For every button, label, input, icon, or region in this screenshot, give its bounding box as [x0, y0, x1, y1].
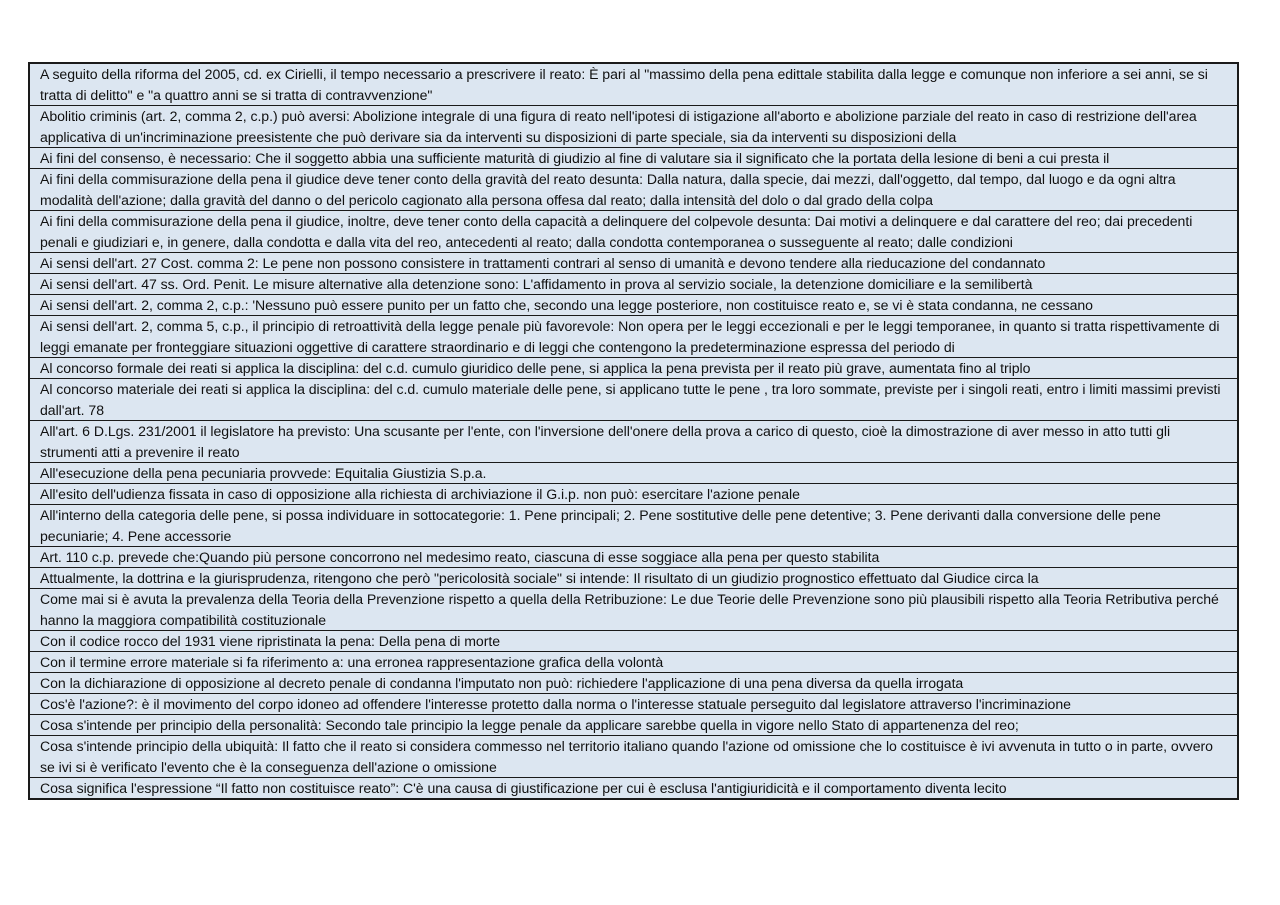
table-row[interactable] — [30, 463, 1237, 484]
cell-text: Con la dichiarazione di opposizione al decreto penale di condanna l'imputato non può: richiedere l'applicazione di una pena diversa da quella irrogata — [40, 675, 964, 691]
table-row[interactable] — [30, 64, 1237, 106]
cell-text: Ai sensi dell'art. 47 ss. Ord. Penit. Le misure alternative alla detenzione sono: L'affidamento in prova al servizio sociale, la detenzione domiciliare e la semilibertà — [40, 276, 1033, 292]
table-row[interactable] — [30, 568, 1237, 589]
cell-text: Ai fini della commisurazione della pena il giudice, inoltre, deve tener conto della capacità a delinquere del colpevole desunta: Dai motivi a delinquere e dal carattere del reo; dai precedenti penali e giudiziari e, in genere, dalla condotta e dalla vita del reo, antecedenti al reato; dalla condotta contemporanea o susseguente al reato; dalle condizioni — [40, 213, 1193, 250]
table-row[interactable] — [30, 211, 1237, 253]
cell-text: Con il termine errore materiale si fa riferimento a: una erronea rappresentazione grafica della volontà — [40, 654, 664, 670]
cell-text: Cos'è l'azione?: è il movimento del corpo idoneo ad offendere l'interesse protetto dalla norma o l'interesse statuale perseguito dal legislatore attraverso l'incriminazione — [40, 696, 1071, 712]
cell-text: Cosa s'intende principio della ubiquità: Il fatto che il reato si considera commesso nel territorio italiano quando l'azione od omissione che lo costituisce è ivi avvenuta in tutto o in parte, ovvero se ivi si è verificato l'evento che è la conseguenza dell'azione o omissione — [40, 738, 1213, 775]
cell-text: Al concorso formale dei reati si applica la disciplina: del c.d. cumulo giuridico delle pene, si applica la pena prevista per il reato più grave, aumentata fino al triplo — [40, 360, 1031, 376]
table-row[interactable] — [30, 505, 1237, 547]
table-row[interactable] — [30, 778, 1237, 798]
table-row[interactable] — [30, 484, 1237, 505]
cell-text: Attualmente, la dottrina e la giurisprudenza, ritengono che però "pericolosità sociale" si intende: Il risultato di un giudizio prognostico effettuato dal Giudice circa la — [40, 570, 1039, 586]
cell-text: Cosa s'intende per principio della personalità: Secondo tale principio la legge penale da applicare sarebbe quella in vigore nello Stato di appartenenza del reo; — [40, 717, 1019, 733]
table-row[interactable] — [30, 358, 1237, 379]
table-row[interactable] — [30, 169, 1237, 211]
table-row[interactable] — [30, 295, 1237, 316]
cell-text: Ai fini della commisurazione della pena il giudice deve tener conto della gravità del reato desunta: Dalla natura, dalla specie, dai mezzi, dall'oggetto, dal tempo, dal luogo e da ogni altra modalità dell'azione; dalla gravità del danno o del pericolo cagionato alla persona offesa dal reato; dalla intensità del dolo o dal grado della colpa — [40, 171, 1176, 208]
table-row[interactable] — [30, 421, 1237, 463]
cell-text: Ai fini del consenso, è necessario: Che il soggetto abbia una sufficiente maturità di giudizio al fine di valutare sia il significato che la portata della lesione di beni a cui presta il — [40, 150, 1110, 166]
cell-text: Al concorso materiale dei reati si applica la disciplina: del c.d. cumulo materiale delle pene, si applicano tutte le pene , tra loro sommate, previste per i singoli reati, entro i limiti massimi previsti dall'art. 78 — [40, 381, 1221, 418]
table-row[interactable] — [30, 379, 1237, 421]
table-row[interactable] — [30, 736, 1237, 778]
cell-text: Ai sensi dell'art. 2, comma 5, c.p., il principio di retroattività della legge penale più favorevole: Non opera per le leggi eccezionali e per le leggi temporanee, in quanto si tratta rispettivamente di leggi emanate per fronteggiare situazioni oggettive di carattere straordinario e di leggi che contengono la predeterminazione espressa del periodo di — [40, 318, 1220, 355]
table-row[interactable] — [30, 316, 1237, 358]
table-row[interactable] — [30, 694, 1237, 715]
cell-text: Ai sensi dell'art. 27 Cost. comma 2: Le pene non possono consistere in trattamenti contrari al senso di umanità e devono tendere alla rieducazione del condannato — [40, 255, 1046, 271]
table-row[interactable] — [30, 652, 1237, 673]
table-row[interactable] — [30, 106, 1237, 148]
spreadsheet-table — [28, 62, 1239, 800]
cell-text: All'esito dell'udienza fissata in caso di opposizione alla richiesta di archiviazione il G.i.p. non può: esercitare l'azione penale — [40, 486, 800, 502]
cell-text: All'art. 6 D.Lgs. 231/2001 il legislatore ha previsto: Una scusante per l'ente, con l'inversione dell'onere della prova a carico di questo, cioè la dimostrazione di aver messo in atto tutti gli strumenti atti a prevenire il reato — [40, 423, 1171, 460]
table-row[interactable] — [30, 673, 1237, 694]
cell-text: Abolitio criminis (art. 2, comma 2, c.p.) può aversi: Abolizione integrale di una figura di reato nell'ipotesi di istigazione all'aborto e abolizione parziale del reato in caso di restrizione dell'area applicativa di un'incriminazione preesistente che può derivare sia da interventi su disposizioni di parte speciale, sia da interventi su disposizioni della — [40, 108, 1197, 145]
cell-text: All'interno della categoria delle pene, si possa individuare in sottocategorie: 1. Pene principali; 2. Pene sostitutive delle pene detentive; 3. Pene derivanti dalla conversione delle pene pecuniarie; 4. Pene accessorie — [40, 507, 1161, 544]
table-row[interactable] — [30, 274, 1237, 295]
cell-text: Cosa significa l'espressione “Il fatto non costituisce reato”: C'è una causa di giustificazione per cui è esclusa l'antigiuridicità e il comportamento diventa lecito — [40, 780, 1007, 796]
cell-text: Art. 110 c.p. prevede che:Quando più persone concorrono nel medesimo reato, ciascuna di esse soggiace alla pena per questo stabilita — [40, 549, 880, 565]
table-row[interactable] — [30, 589, 1237, 631]
table-row[interactable] — [30, 547, 1237, 568]
table-row[interactable] — [30, 631, 1237, 652]
table-row[interactable] — [30, 148, 1237, 169]
cell-text: A seguito della riforma del 2005, cd. ex Cirielli, il tempo necessario a prescrivere il reato: È pari al "massimo della pena edittale stabilita dalla legge e comunque non inferiore a sei anni, se si tratta di delitto" e "a quattro anni se si tratta di contravvenzione" — [40, 66, 1208, 103]
cell-text: Ai sensi dell'art. 2, comma 2, c.p.: 'Nessuno può essere punito per un fatto che, secondo una legge posteriore, non costituisce reato e, se vi è stata condanna, ne cessano — [40, 297, 1093, 313]
table-row[interactable] — [30, 253, 1237, 274]
cell-text: Come mai si è avuta la prevalenza della Teoria della Prevenzione rispetto a quella della Retribuzione: Le due Teorie delle Prevenzione sono più plausibili rispetto alla Teoria Retributiva perché hanno la maggiora compatibilità costituzionale — [40, 591, 1219, 628]
cell-text: All'esecuzione della pena pecuniaria provvede: Equitalia Giustizia S.p.a. — [40, 465, 487, 481]
cell-text: Con il codice rocco del 1931 viene ripristinata la pena: Della pena di morte — [40, 633, 500, 649]
table-row[interactable] — [30, 715, 1237, 736]
